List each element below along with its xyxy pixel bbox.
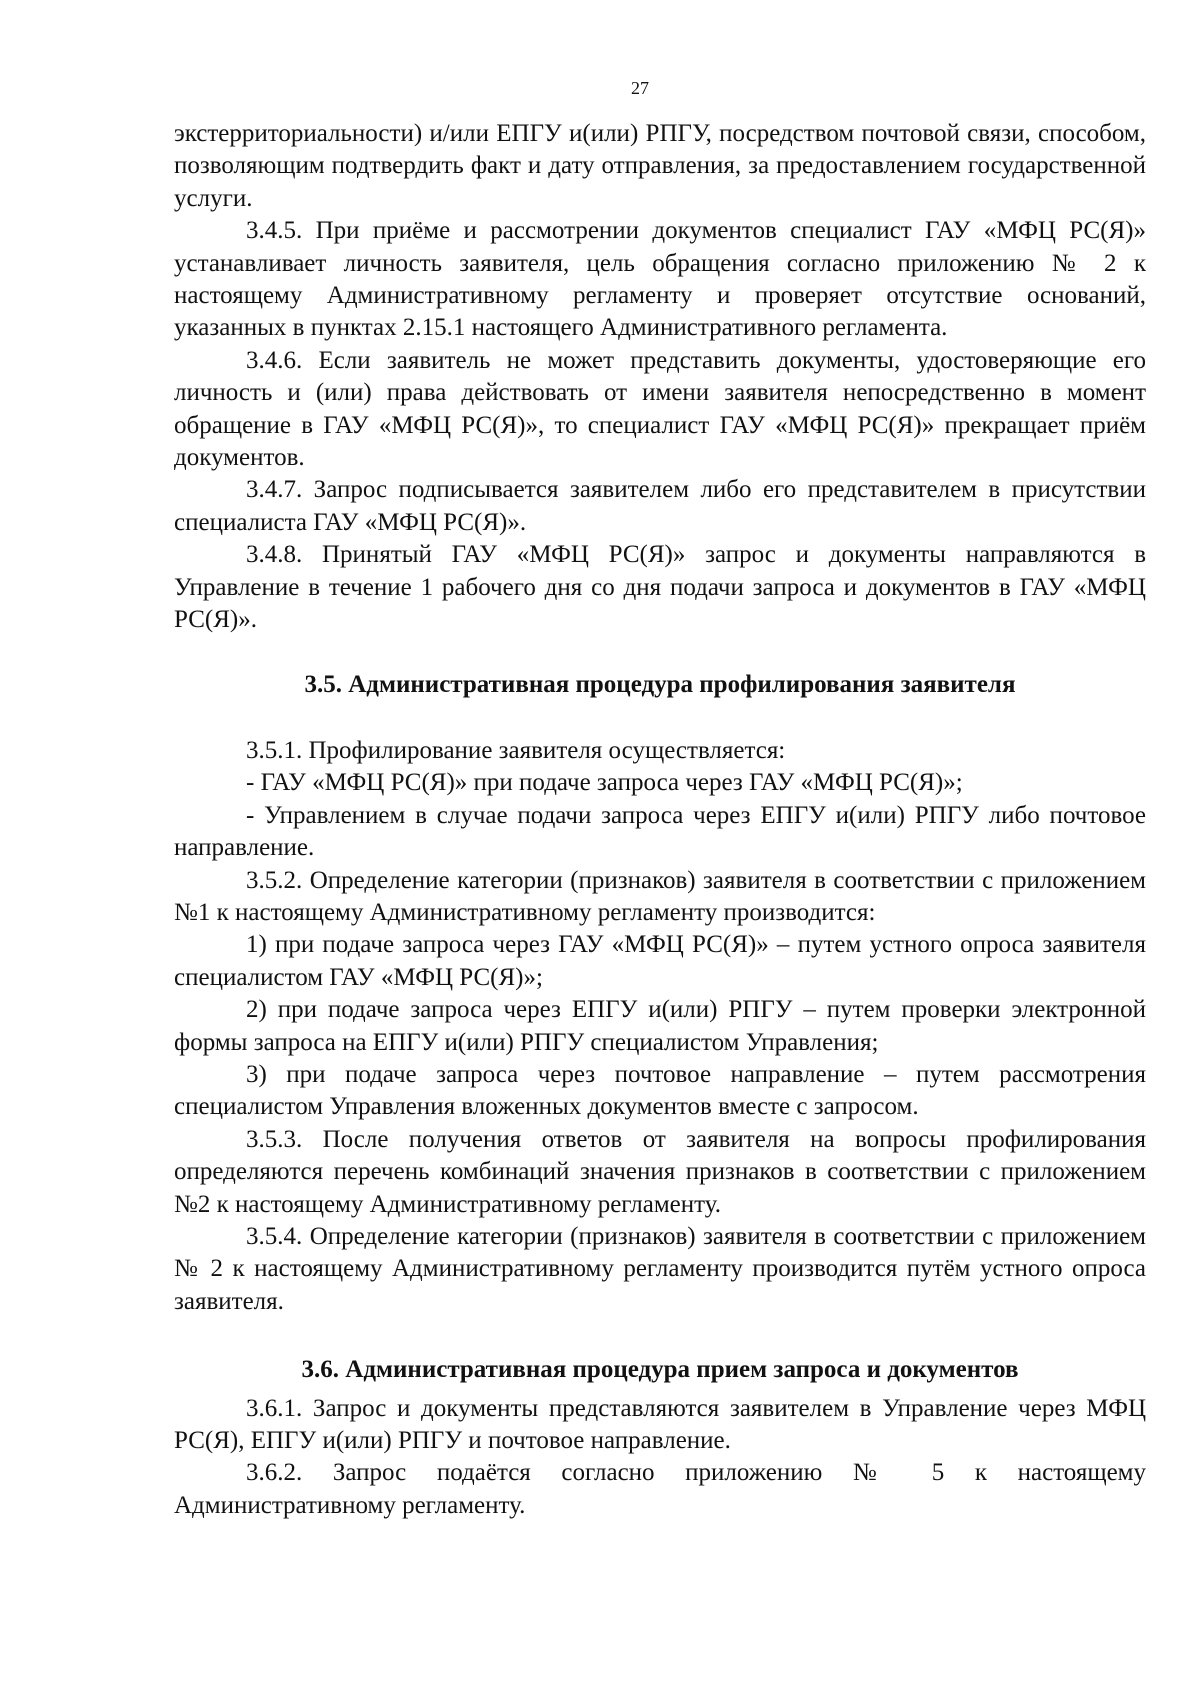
paragraph-3-5-4: 3.5.4. Определение категории (признаков) заявителя в соответствии с приложением № 2 к настоящему Административному регламенту производится путём устного опроса заявителя.	[174, 1223, 1146, 1315]
page-number: 27	[631, 78, 649, 98]
paragraph-3-6-1: 3.6.1. Запрос и документы представляются заявителем в Управление через МФЦ РС(Я), ЕПГУ и(или) РПГУ и почтовое направление.	[174, 1394, 1146, 1455]
paragraph-3-5-3: 3.5.3. После получения ответов от заявителя на вопросы профилирования определяются перечень комбинаций значения признаков в соответствии с приложением №2 к настоящему Административному регламенту.	[174, 1125, 1146, 1218]
paragraph-3-4-7: 3.4.7. Запрос подписывается заявителем либо его представителем в присутствии специалиста ГАУ «МФЦ РС(Я)».	[174, 476, 1146, 536]
list-item: - ГАУ «МФЦ РС(Я)» при подаче запроса через ГАУ «МФЦ РС(Я)»;	[246, 769, 963, 797]
document-body	[174, 118, 1146, 1522]
paragraph-continuation: экстерриториальности) и/или ЕПГУ и(или) РПГУ, посредством почтовой связи, способом, позволяющим подтвердить факт и дату отправления, за предоставлением государственной услуги.	[174, 120, 1146, 212]
list-item: 2) при подаче запроса через ЕПГУ и(или) РПГУ – путем проверки электронной формы запроса на ЕПГУ и(или) РПГУ специалистом Управления;	[174, 996, 1146, 1056]
paragraph-3-5-1: 3.5.1. Профилирование заявителя осуществляется:	[246, 736, 786, 764]
section-3-5-title: 3.5. Административная процедура профилирования заявителя	[304, 670, 1016, 698]
paragraph-3-4-8: 3.4.8. Принятый ГАУ «МФЦ РС(Я)» запрос и документы направляются в Управление в течение 1 рабочего дня со дня подачи запроса и документов в ГАУ «МФЦ РС(Я)».	[174, 541, 1146, 634]
list-item: - Управлением в случае подачи запроса через ЕПГУ и(или) РПГУ либо почтовое направление.	[174, 801, 1146, 862]
paragraph-3-4-5: 3.4.5. При приёме и рассмотрении документов специалист ГАУ «МФЦ РС(Я)» устанавливает личность заявителя, цель обращения согласно приложению № 2 к настоящему Административному регламенту и проверяет отсутствие оснований, указанных в пунктах 2.15.1 настоящего Административного регламента.	[174, 217, 1146, 342]
paragraph-3-4-6: 3.4.6. Если заявитель не может представить документы, удостоверяющие его личность и (или) права действовать от имени заявителя непосредственно в момент обращение в ГАУ «МФЦ РС(Я)», то специалист ГАУ «МФЦ РС(Я)» прекращает приём документов.	[174, 346, 1146, 472]
list-item: 3) при подаче запроса через почтовое направление – путем рассмотрения специалистом Управления вложенных документов вместе с запросом.	[174, 1060, 1146, 1121]
paragraph-3-6-2: 3.6.2. Запрос подаётся согласно приложению № 5 к настоящему Административному регламенту.	[174, 1459, 1146, 1519]
list-item: 1) при подаче запроса через ГАУ «МФЦ РС(Я)» – путем устного опроса заявителя специалистом ГАУ «МФЦ РС(Я)»;	[174, 931, 1146, 991]
section-3-6-title: 3.6. Административная процедура прием запроса и документов	[301, 1356, 1019, 1384]
paragraph-3-5-2: 3.5.2. Определение категории (признаков) заявителя в соответствии с приложением №1 к настоящему Административному регламенту производится:	[174, 866, 1146, 926]
